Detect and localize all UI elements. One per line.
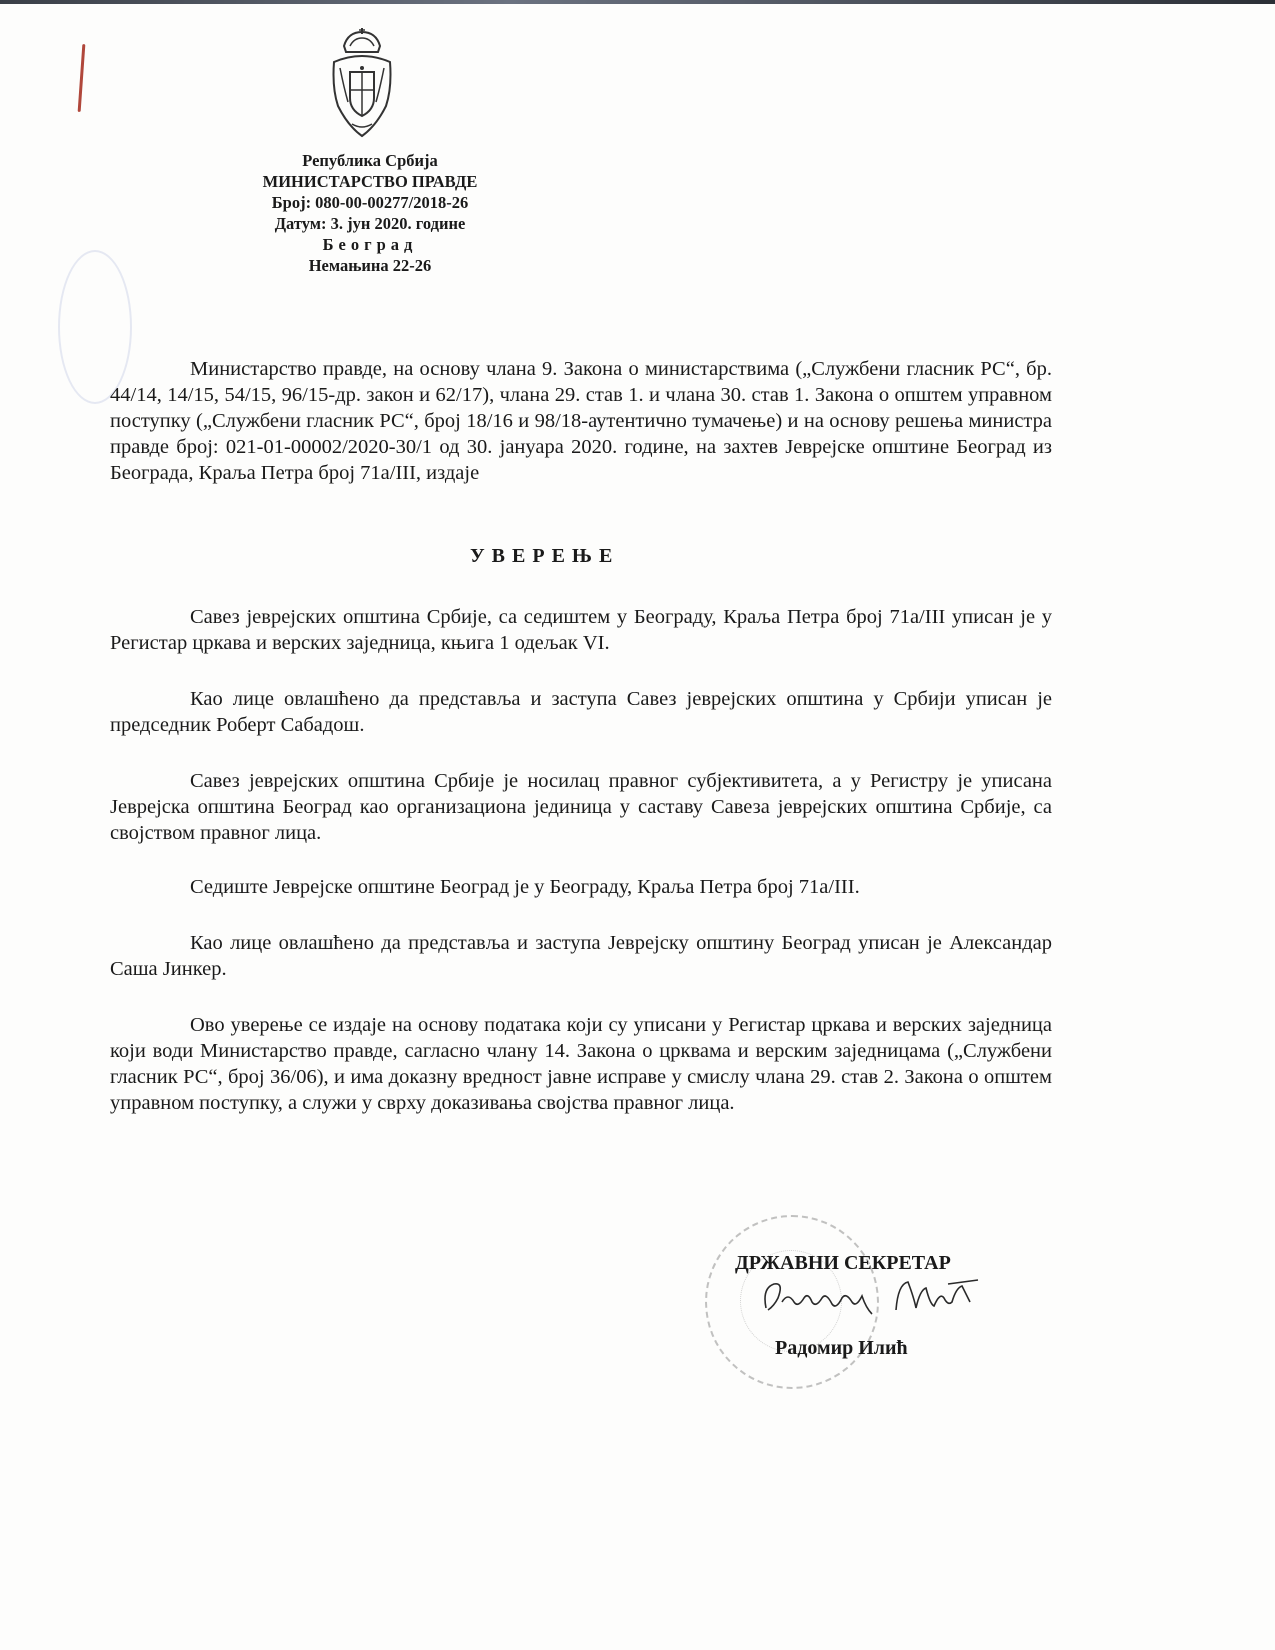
signatory-title: ДРЖАВНИ СЕКРЕТАР bbox=[735, 1252, 951, 1274]
paragraph-5: Као лице овлашћено да представља и заступа Јеврејску општину Београд уписан је Александар Саша Јинкер. bbox=[110, 932, 1052, 980]
paragraph-3: Савез јеврејских општина Србије је носилац правног субјективитета, а у Регистру је уписана Јеврејска општина Београд као организациона јединица у саставу Савеза јеврејских општина Србије, са својством правног лица. bbox=[110, 770, 1052, 844]
paragraph-6: Ово уверење се издаје на основу података који су уписани у Регистар цркава и верских заједница који води Министарство правде, сагласно члану 14. Закона о црквама и верским заједницама („Службени гласник РС“, број 36/06), и има доказну вредност јавне исправе у смислу члана 29. став 2. Закона о општем управном поступку, а служи у сврху доказивања својства правног лица. bbox=[110, 1014, 1052, 1114]
header-number: Број: 080-00-00277/2018-26 bbox=[271, 193, 469, 212]
header-city: Београд bbox=[322, 235, 418, 254]
handwritten-signature bbox=[748, 1268, 988, 1328]
header-address: Немањина 22-26 bbox=[308, 256, 432, 275]
scan-top-edge bbox=[0, 0, 1275, 4]
coat-of-arms-icon bbox=[330, 28, 394, 140]
header-republic: Република Србија bbox=[302, 151, 438, 170]
header-date: Датум: 3. јун 2020. године bbox=[274, 214, 466, 233]
paragraph-4: Седиште Јеврејске општине Београд је у Београду, Краља Петра број 71а/III. bbox=[190, 876, 860, 898]
signatory-name: Радомир Илић bbox=[775, 1337, 908, 1359]
paragraph-2: Као лице овлашћено да представља и заступа Савез јеврејских општина у Србији уписан је председник Роберт Сабадош. bbox=[110, 688, 1052, 736]
document-title: УВЕРЕЊЕ bbox=[470, 545, 620, 567]
header-ministry: МИНИСТАРСТВО ПРАВДЕ bbox=[262, 172, 478, 191]
paragraph-1: Савез јеврејских општина Србије, са седиштем у Београду, Краља Петра број 71а/III уписан је у Регистар цркава и верских заједница, књига 1 одељак VI. bbox=[110, 606, 1052, 654]
margin-pen-mark bbox=[78, 44, 86, 112]
ministry-header bbox=[220, 150, 520, 276]
intro-paragraph: Министарство правде, на основу члана 9. Закона о министарствима („Службени гласник РС“, бр. 44/14, 14/15, 54/15, 96/15-др. закон и 62/17), члана 29. став 1. и члана 30. став 1. Закона о општем управном поступку („Службени гласник РС“, број 18/16 и 98/18-аутентично тумачење) и на основу решења министра правде број: 021-01-00002/2020-30/1 од 30. јануара 2020. године, на захтев Јеврејске општине Београд из Београда, Краља Петра број 71а/III, издаје bbox=[110, 358, 1052, 484]
